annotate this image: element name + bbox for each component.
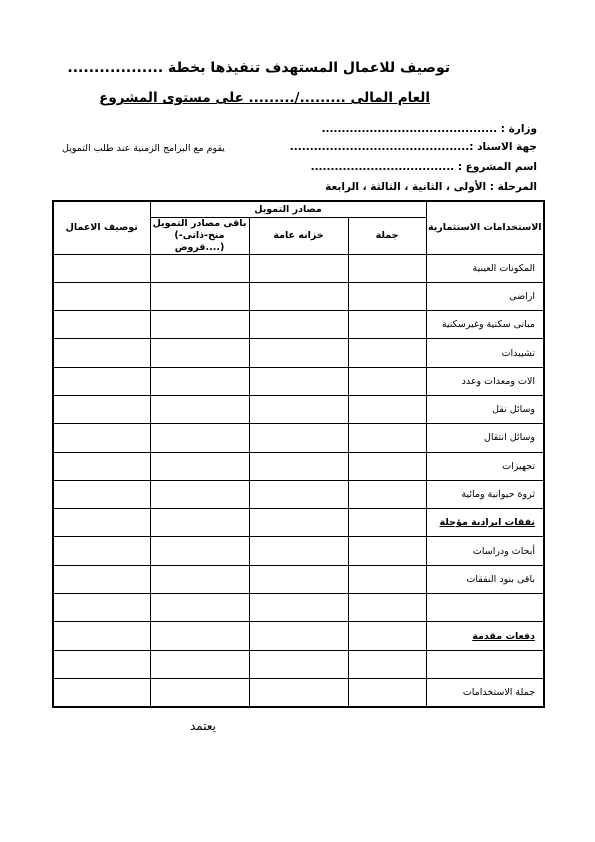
table-cell[interactable] [249, 480, 348, 508]
table-row [53, 424, 544, 452]
table-row [53, 254, 544, 282]
table-cell[interactable] [53, 565, 150, 593]
table-cell[interactable] [348, 565, 426, 593]
table-cell[interactable] [150, 339, 249, 367]
table-cell[interactable] [53, 395, 150, 423]
row-label: اراضى [426, 282, 544, 310]
table-cell[interactable] [249, 367, 348, 395]
project-name-field: اسم المشروع : .................................... [310, 161, 537, 173]
agency-field: جهة الاسناد :............................................. [289, 141, 537, 153]
row-label: جملة الاستخدامات [426, 678, 544, 706]
table-cell[interactable] [53, 650, 150, 678]
table-cell[interactable] [348, 480, 426, 508]
table-cell[interactable] [348, 594, 426, 622]
table-cell[interactable] [150, 367, 249, 395]
table-cell[interactable] [53, 537, 150, 565]
table-cell[interactable] [249, 594, 348, 622]
table-cell[interactable] [348, 395, 426, 423]
table-cell[interactable] [150, 678, 249, 706]
table-cell[interactable] [150, 282, 249, 310]
table-cell[interactable] [348, 678, 426, 706]
ministry-field: وزارة : ............................................ [321, 123, 537, 135]
table-row [53, 650, 544, 678]
table-cell[interactable] [150, 509, 249, 537]
approval-label: يعتمد [190, 719, 216, 733]
table-cell[interactable] [53, 311, 150, 339]
investment-uses-table [52, 200, 545, 708]
table-cell[interactable] [150, 537, 249, 565]
table-cell[interactable] [348, 311, 426, 339]
table-cell[interactable] [249, 650, 348, 678]
row-label: تشييدات [426, 339, 544, 367]
header-other-sources-line2: (منح-ذاتى-قروض....) [174, 229, 225, 253]
table-cell[interactable] [348, 282, 426, 310]
table-cell[interactable] [150, 565, 249, 593]
header-treasury: خزانه عامة [249, 217, 348, 254]
table-cell[interactable] [249, 282, 348, 310]
funding-note: يقوم مع البرامج الزمنية عند طلب التمويل [62, 143, 225, 154]
table-cell[interactable] [249, 565, 348, 593]
table-cell[interactable] [249, 678, 348, 706]
table-cell[interactable] [150, 311, 249, 339]
table-cell[interactable] [53, 622, 150, 650]
table-cell[interactable] [249, 622, 348, 650]
document-title: توصيف للاعمال المستهدف تنفيذها بخطة .................. [67, 60, 450, 76]
table-cell[interactable] [348, 537, 426, 565]
table-row [53, 480, 544, 508]
table-cell[interactable] [53, 254, 150, 282]
row-label: وسائل انتقال [426, 424, 544, 452]
table-cell[interactable] [249, 339, 348, 367]
table-row [53, 452, 544, 480]
document-subtitle: العام المالى ........./......... على مستوى المشروع [99, 90, 430, 106]
header-total: جملة [348, 217, 426, 254]
table-cell[interactable] [150, 480, 249, 508]
row-label: أبحاث ودراسات [426, 537, 544, 565]
row-label: تجهيزات [426, 452, 544, 480]
phase-field: المرحلة : الأولى ، الثانية ، الثالثة ، الرابعة [325, 181, 537, 193]
table-cell[interactable] [53, 339, 150, 367]
table-cell[interactable] [53, 678, 150, 706]
row-label: المكونات العينية [426, 254, 544, 282]
table-cell[interactable] [53, 282, 150, 310]
table-row [53, 565, 544, 593]
table-row [53, 311, 544, 339]
table-cell[interactable] [249, 452, 348, 480]
table-cell[interactable] [348, 367, 426, 395]
table-cell[interactable] [53, 367, 150, 395]
table-row [53, 282, 544, 310]
table-row [53, 622, 544, 650]
table-row [53, 509, 544, 537]
table-cell[interactable] [150, 622, 249, 650]
header-other-sources-line1: باقى مصادر التمويل [152, 217, 247, 229]
table-cell[interactable] [150, 650, 249, 678]
table-cell[interactable] [249, 537, 348, 565]
row-label: باقى بنود النفقات [426, 565, 544, 593]
table-cell[interactable] [53, 452, 150, 480]
table-row [53, 395, 544, 423]
row-label [426, 594, 544, 622]
table-cell[interactable] [150, 254, 249, 282]
table-cell[interactable] [150, 594, 249, 622]
row-label: ثروة حيوانية ومائية [426, 480, 544, 508]
row-label: الات ومعدات وعدد [426, 367, 544, 395]
table-cell[interactable] [249, 509, 348, 537]
table-cell[interactable] [150, 424, 249, 452]
table-cell[interactable] [348, 622, 426, 650]
table-cell[interactable] [53, 480, 150, 508]
table-cell[interactable] [53, 594, 150, 622]
table-cell[interactable] [249, 395, 348, 423]
table-cell[interactable] [348, 254, 426, 282]
table-cell[interactable] [249, 254, 348, 282]
header-investment-uses: الاستخدامات الاستثمارية [426, 201, 544, 254]
table-cell[interactable] [53, 424, 150, 452]
header-other-sources [150, 217, 249, 254]
table-row [53, 594, 544, 622]
table-row [53, 537, 544, 565]
row-label: وسائل نقل [426, 395, 544, 423]
table-cell[interactable] [348, 424, 426, 452]
table-row [53, 367, 544, 395]
table-cell[interactable] [53, 509, 150, 537]
row-label: نفقات ايرادية مؤجلة [426, 509, 544, 537]
row-label: دفعات مقدمة [426, 622, 544, 650]
table-row [53, 339, 544, 367]
row-label: مبانى سكنية وغيرسكنية [426, 311, 544, 339]
table-cell[interactable] [348, 650, 426, 678]
table-cell[interactable] [348, 452, 426, 480]
table-cell[interactable] [348, 509, 426, 537]
table-cell[interactable] [348, 339, 426, 367]
header-description: توصيف الاعمال [53, 201, 150, 254]
table-row [53, 678, 544, 706]
header-funding-sources: مصادر التمويل [150, 201, 426, 217]
table-cell[interactable] [249, 424, 348, 452]
table-cell[interactable] [150, 395, 249, 423]
table-cell[interactable] [150, 452, 249, 480]
table-cell[interactable] [249, 311, 348, 339]
row-label [426, 650, 544, 678]
